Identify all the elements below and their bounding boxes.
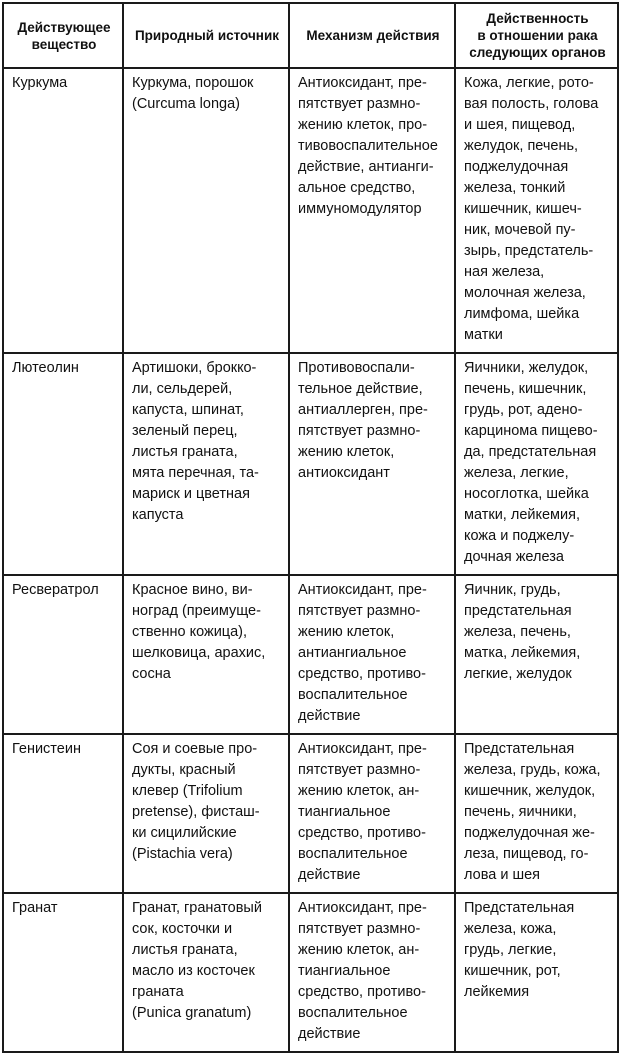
cell-organs: Предстательная железа, грудь, кожа, кишечник, желудок, печень, яичники, поджелудочная же- леза, пищевод, го- лова и шея xyxy=(455,734,618,893)
table-row xyxy=(3,353,618,575)
cell-organs: Яичник, грудь, предстательная железа, печень, матка, лейкемия, легкие, желудок xyxy=(455,575,618,734)
table-row xyxy=(3,68,618,353)
cell-substance: Гранат xyxy=(3,893,123,1052)
table-header-row xyxy=(3,3,618,68)
cell-mechanism: Антиоксидант, пре- пятствует размно- жению клеток, ан- тиангиальное средство, противо- воспалительное действие xyxy=(289,893,455,1052)
table-row xyxy=(3,893,618,1052)
cell-mechanism: Антиоксидант, пре- пятствует размно- жению клеток, ан- тиангиальное средство, противо- воспалительное действие xyxy=(289,734,455,893)
header-source: Природный источник xyxy=(123,3,289,68)
cell-substance: Ресвератрол xyxy=(3,575,123,734)
cell-substance: Лютеолин xyxy=(3,353,123,575)
header-substance: Действующее вещество xyxy=(3,3,123,68)
cell-substance: Генистеин xyxy=(3,734,123,893)
cell-source: Красное вино, ви- ноград (преимуще- ственно кожица), шелковица, арахис, сосна xyxy=(123,575,289,734)
phytochemicals-table xyxy=(2,2,619,1053)
header-mechanism: Механизм действия xyxy=(289,3,455,68)
table-row xyxy=(3,734,618,893)
cell-organs: Кожа, легкие, рото- вая полость, голова и шея, пищевод, желудок, печень, поджелудочная железа, тонкий кишечник, кишеч- ник, мочевой пу- зырь, предстатель- ная железа, молочная железа, лимфома, шейка матки xyxy=(455,68,618,353)
cell-substance: Куркума xyxy=(3,68,123,353)
cell-mechanism: Антиоксидант, пре- пятствует размно- жению клеток, про- тивовоспалительное действие, антианги- альное средство, иммуномодулятор xyxy=(289,68,455,353)
cell-organs: Предстательная железа, кожа, грудь, легкие, кишечник, рот, лейкемия xyxy=(455,893,618,1052)
table-row xyxy=(3,575,618,734)
header-organs: Действенность в отношении рака следующих органов xyxy=(455,3,618,68)
cell-source: Куркума, порошок (Curcuma longa) xyxy=(123,68,289,353)
cell-source: Соя и соевые про- дукты, красный клевер (Trifolium pretense), фисташ- ки сицилийские (Pistachia vera) xyxy=(123,734,289,893)
cell-source: Гранат, гранатовый сок, косточки и листья граната, масло из косточек граната (Punica granatum) xyxy=(123,893,289,1052)
cell-source: Артишоки, броккo- ли, сельдерей, капуста, шпинат, зеленый перец, листья граната, мята перечная, та- мариск и цветная капуста xyxy=(123,353,289,575)
cell-mechanism: Противовоспали- тельное действие, антиаллерген, пре- пятствует размно- жению клеток, антиоксидант xyxy=(289,353,455,575)
cell-organs: Яичники, желудок, печень, кишечник, грудь, рот, адено- карцинома пищево- да, предстательная железа, легкие, носоглотка, шейка матки, лейкемия, кожа и поджелу- дочная железа xyxy=(455,353,618,575)
cell-mechanism: Антиоксидант, пре- пятствует размно- жению клеток, антиангиальное средство, противо- воспалительное действие xyxy=(289,575,455,734)
